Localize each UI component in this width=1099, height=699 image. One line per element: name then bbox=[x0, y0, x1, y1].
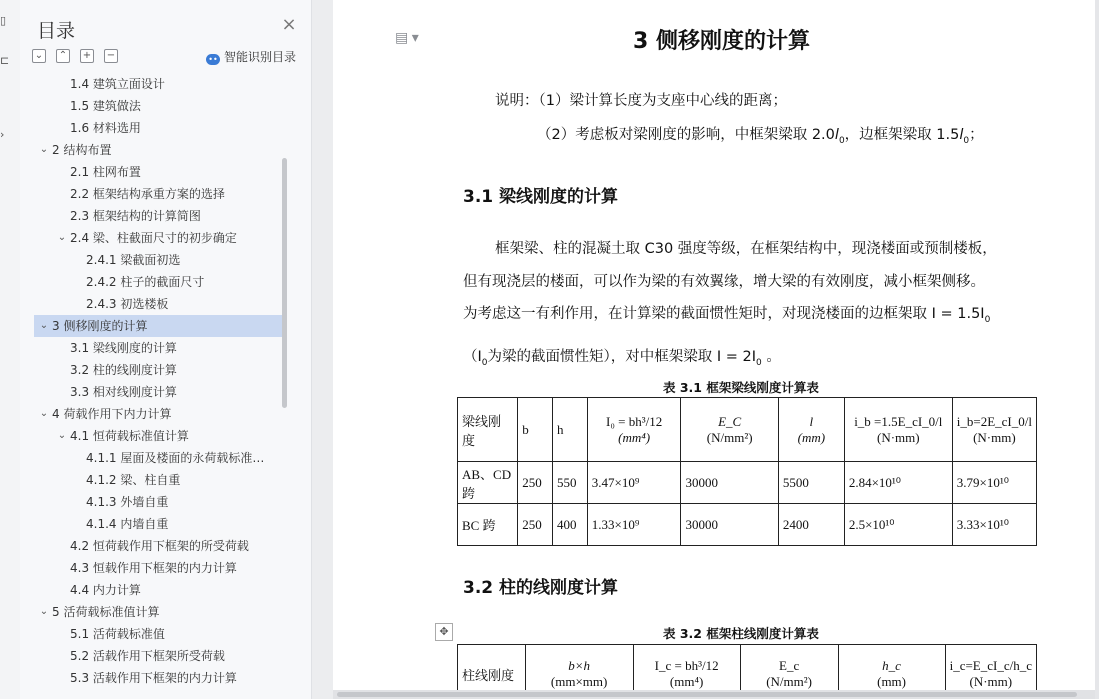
left-toolbar-strip bbox=[0, 0, 21, 699]
header-formula: I_c = bh³/12 bbox=[654, 658, 719, 673]
toc-item-label: 2.1 柱网布置 bbox=[70, 165, 141, 179]
toc-item-label: 4.1 恒荷载标准值计算 bbox=[70, 429, 189, 443]
toc-item-label: 5.1 活荷载标准值 bbox=[70, 627, 165, 641]
header-formula: E_c bbox=[779, 658, 800, 673]
note-line-1: 说明：（1）梁计算长度为支座中心线的距离； bbox=[495, 93, 787, 109]
table-cell: 550 bbox=[553, 462, 588, 504]
toc-item[interactable] bbox=[34, 645, 284, 667]
toc-item[interactable] bbox=[34, 403, 284, 425]
chevron-down-icon[interactable]: ⌄ bbox=[57, 430, 67, 441]
table-cell: 3.33×10¹⁰ bbox=[952, 504, 1036, 546]
toc-item-label: 3 侧移刚度的计算 bbox=[52, 319, 148, 333]
table-cell: 3.79×10¹⁰ bbox=[952, 462, 1036, 504]
header-formula: I₀ = bh³/12 bbox=[606, 413, 663, 429]
body-line-4-c: 。 bbox=[761, 349, 781, 365]
note2-text-b: ，边框架梁取 1.5 bbox=[844, 127, 960, 143]
note2-text-a: （2）考虑板对梁刚度的影响，中框架梁取 2.0 bbox=[537, 127, 835, 143]
table-cell: 30000 bbox=[681, 462, 778, 504]
table-header-cell bbox=[525, 645, 633, 691]
toc-item[interactable] bbox=[34, 249, 284, 271]
header-unit: (N·mm) bbox=[969, 674, 1013, 689]
table-cell: 2.84×10¹⁰ bbox=[844, 462, 952, 504]
toc-item-label: 2.4 梁、柱截面尺寸的初步确定 bbox=[70, 231, 237, 245]
table-header-cell bbox=[633, 645, 740, 691]
toc-item-label: 3.3 相对线刚度计算 bbox=[70, 385, 177, 399]
toc-item-label: 2.4.2 柱子的截面尺寸 bbox=[86, 275, 205, 289]
toc-item[interactable] bbox=[34, 469, 284, 491]
toc-item[interactable] bbox=[34, 425, 284, 447]
toc-item[interactable] bbox=[34, 359, 284, 381]
toc-item-label: 4.1.4 内墙自重 bbox=[86, 517, 169, 531]
toc-item-label: 4.1.2 梁、柱自重 bbox=[86, 473, 181, 487]
header-unit: (mm) bbox=[877, 674, 906, 689]
chapter-heading: 3 侧移刚度的计算 bbox=[633, 29, 810, 54]
body-line-4 bbox=[463, 345, 781, 368]
toc-item[interactable] bbox=[34, 95, 284, 117]
toc-item-label: 2.4.3 初选楼板 bbox=[86, 297, 169, 311]
table-header-cell: h bbox=[553, 398, 588, 462]
note2-text-c: ； bbox=[969, 127, 984, 143]
toc-item[interactable] bbox=[34, 557, 284, 579]
table-header-cell bbox=[681, 398, 778, 462]
toc-title: 目录 bbox=[37, 20, 76, 42]
table-cell: AB、CD跨 bbox=[458, 462, 518, 504]
note2-l0-sub-b: 0 bbox=[963, 135, 970, 146]
toc-item[interactable] bbox=[34, 513, 284, 535]
toc-item[interactable] bbox=[34, 447, 284, 469]
toc-item[interactable] bbox=[34, 139, 284, 161]
bookmark-icon[interactable]: ⊏ bbox=[0, 54, 10, 67]
header-unit: (N/mm²) bbox=[766, 674, 812, 689]
section-3-1-heading: 3.1 梁线刚度的计算 bbox=[463, 187, 619, 207]
table-cell: 30000 bbox=[681, 504, 778, 546]
add-heading-icon[interactable]: + bbox=[80, 49, 94, 63]
table-header-cell bbox=[778, 398, 844, 462]
close-icon[interactable]: × bbox=[281, 14, 297, 35]
collapse-arrow-icon[interactable]: › bbox=[0, 128, 5, 141]
outline-icon[interactable]: ▯ bbox=[0, 14, 7, 27]
table-header-cell bbox=[740, 645, 838, 691]
header-unit: (mm⁴) bbox=[669, 674, 704, 689]
toc-item-label: 5.3 活载作用下框架的内力计算 bbox=[70, 671, 237, 685]
toc-item-label: 2.3 框架结构的计算简图 bbox=[70, 209, 201, 223]
toc-item-label: 2.2 框架结构承重方案的选择 bbox=[70, 187, 225, 201]
toc-item[interactable] bbox=[34, 579, 284, 601]
table-header-cell bbox=[587, 398, 681, 462]
toc-item-label: 4.4 内力计算 bbox=[70, 583, 141, 597]
table-header-row bbox=[458, 645, 1037, 691]
body-line-3-sub: 0 bbox=[984, 314, 991, 325]
header-unit: (mm) bbox=[797, 429, 826, 445]
table-cell: 1.33×10⁹ bbox=[587, 504, 681, 546]
horizontal-scrollbar[interactable] bbox=[333, 690, 1095, 699]
header-unit: (N·mm) bbox=[973, 429, 1016, 445]
table-cell: BC 跨 bbox=[458, 504, 518, 546]
note2-l0-a: l bbox=[834, 127, 839, 143]
toc-item[interactable] bbox=[34, 293, 284, 315]
toc-item[interactable] bbox=[34, 601, 284, 623]
header-formula: i_b=2E_cI_0/l bbox=[956, 413, 1032, 429]
toc-scrollbar[interactable] bbox=[282, 158, 287, 408]
toc-item[interactable] bbox=[34, 271, 284, 293]
toc-item-label: 4.1.3 外墙自重 bbox=[86, 495, 169, 509]
header-unit: (N/mm²) bbox=[706, 429, 753, 445]
table-3-2-caption: 表 3.2 框架柱线刚度计算表 bbox=[663, 626, 819, 641]
body-line-4-b: 为梁的截面惯性矩），对中框架梁取 I = 2I bbox=[487, 349, 757, 365]
chevron-down-icon[interactable]: ⌄ bbox=[39, 144, 49, 155]
body-line-3 bbox=[463, 302, 990, 325]
table-header-cell: 梁线刚度 bbox=[458, 398, 518, 462]
body-line-2: 但有现浇层的楼面，可以作为梁的有效翼缘，增大梁的有效刚度，减小框架侧移。 bbox=[463, 274, 985, 290]
vertical-scrollbar[interactable] bbox=[1095, 0, 1099, 699]
table-header-cell: 柱线刚度 bbox=[458, 645, 526, 691]
table-cell: 5500 bbox=[778, 462, 844, 504]
toc-item[interactable] bbox=[34, 381, 284, 403]
chevron-down-icon[interactable]: ⌄ bbox=[39, 320, 49, 331]
body-line-4-sub2: 0 bbox=[756, 357, 762, 368]
toc-item-label: 1.5 建筑做法 bbox=[70, 99, 141, 113]
table-header-cell bbox=[844, 398, 952, 462]
chevron-down-icon[interactable]: ⌄ bbox=[57, 232, 67, 243]
toc-item-label: 2.4.1 梁截面初选 bbox=[86, 253, 181, 267]
document-page bbox=[333, 0, 1095, 690]
table-row bbox=[458, 462, 1037, 504]
header-formula: i_c=E_cI_c/h_c bbox=[949, 658, 1032, 673]
header-formula: E_C bbox=[718, 413, 742, 429]
toc-item[interactable] bbox=[34, 227, 284, 249]
table-cell: 2.5×10¹⁰ bbox=[844, 504, 952, 546]
table-cell: 3.47×10⁹ bbox=[587, 462, 681, 504]
body-line-4-a: （I bbox=[463, 349, 482, 365]
section-3-2-heading: 3.2 柱的线刚度计算 bbox=[463, 578, 619, 598]
table-cell: 250 bbox=[518, 504, 553, 546]
table-header-cell bbox=[838, 645, 945, 691]
header-unit: (mm×mm) bbox=[550, 674, 608, 689]
toc-item-label: 4.1.1 屋面及楼面的永荷载标准… bbox=[86, 451, 265, 465]
toc-item[interactable] bbox=[34, 667, 284, 689]
toc-item[interactable] bbox=[34, 535, 284, 557]
toc-item[interactable] bbox=[34, 73, 284, 95]
note2-l0-b: l bbox=[959, 127, 964, 143]
note2-l0-sub-a: 0 bbox=[838, 135, 845, 146]
table-cell: 400 bbox=[553, 504, 588, 546]
table-cell: 250 bbox=[518, 462, 553, 504]
table-cell: 2400 bbox=[778, 504, 844, 546]
toc-item-label: 3.2 柱的线刚度计算 bbox=[70, 363, 177, 377]
toc-item[interactable] bbox=[34, 337, 284, 359]
body-line-4-sub: 0 bbox=[481, 357, 488, 368]
toc-item-label: 3.1 梁线刚度的计算 bbox=[70, 341, 177, 355]
chevron-down-icon[interactable]: ⌄ bbox=[39, 606, 49, 617]
toc-item[interactable] bbox=[34, 491, 284, 513]
header-unit: (mm⁴) bbox=[618, 429, 651, 445]
toc-item-label: 1.6 材料选用 bbox=[70, 121, 141, 135]
toc-panel bbox=[20, 0, 312, 699]
table-header-row bbox=[458, 398, 1037, 462]
toc-item-label: 1.4 建筑立面设计 bbox=[70, 77, 165, 91]
header-unit: (N·mm) bbox=[877, 429, 920, 445]
remove-heading-icon[interactable]: − bbox=[104, 49, 118, 63]
toc-item[interactable] bbox=[34, 117, 284, 139]
body-line-1: 框架梁、柱的混凝土取 C30 强度等级，在框架结构中，现浇楼面或预制楼板， bbox=[495, 241, 997, 257]
expand-down-icon[interactable]: ⌄ bbox=[32, 49, 46, 63]
table-3-1 bbox=[457, 397, 1037, 546]
toc-item[interactable] bbox=[34, 161, 284, 183]
table-header-cell bbox=[952, 398, 1036, 462]
note-line-2 bbox=[537, 123, 984, 146]
toc-item[interactable] bbox=[34, 205, 284, 227]
toc-item-label: 4.2 恒荷载作用下框架的所受荷载 bbox=[70, 539, 249, 553]
header-formula: b×h bbox=[568, 658, 591, 673]
table-header-cell bbox=[945, 645, 1036, 691]
header-formula: h_c bbox=[882, 658, 901, 673]
toc-item-label: 5 活荷载标准值计算 bbox=[52, 605, 160, 619]
smart-toc-button[interactable] bbox=[206, 48, 296, 65]
page-icon[interactable]: ▤ ▾ bbox=[395, 31, 419, 46]
horizontal-scroll-thumb[interactable] bbox=[337, 692, 1077, 697]
collapse-up-icon[interactable]: ⌃ bbox=[56, 49, 70, 63]
table-3-1-caption: 表 3.1 框架梁线刚度计算表 bbox=[663, 380, 819, 395]
ai-icon: •• bbox=[206, 54, 220, 65]
toc-item-label: 4 荷载作用下内力计算 bbox=[52, 407, 172, 421]
move-handle-icon[interactable]: ✥ bbox=[435, 623, 453, 641]
header-formula: l bbox=[809, 413, 814, 429]
table-header-cell: b bbox=[518, 398, 553, 462]
body-line-3-text: 为考虑这一有利作用，在计算梁的截面惯性矩时，对现浇楼面的边框架取 I = 1.5I bbox=[463, 306, 985, 322]
smart-toc-label: 智能识别目录 bbox=[224, 50, 297, 64]
header-formula: i_b =1.5E_cI_0/l bbox=[854, 413, 943, 429]
toc-item-label: 5.2 活载作用下框架所受荷载 bbox=[70, 649, 225, 663]
toc-item-label: 2 结构布置 bbox=[52, 143, 112, 157]
chevron-down-icon[interactable]: ⌄ bbox=[39, 408, 49, 419]
table-3-2 bbox=[457, 644, 1037, 690]
toc-item[interactable] bbox=[34, 315, 284, 337]
table-row bbox=[458, 504, 1037, 546]
toc-item[interactable] bbox=[34, 623, 284, 645]
toc-item-label: 4.3 恒载作用下框架的内力计算 bbox=[70, 561, 237, 575]
toc-item[interactable] bbox=[34, 183, 284, 205]
